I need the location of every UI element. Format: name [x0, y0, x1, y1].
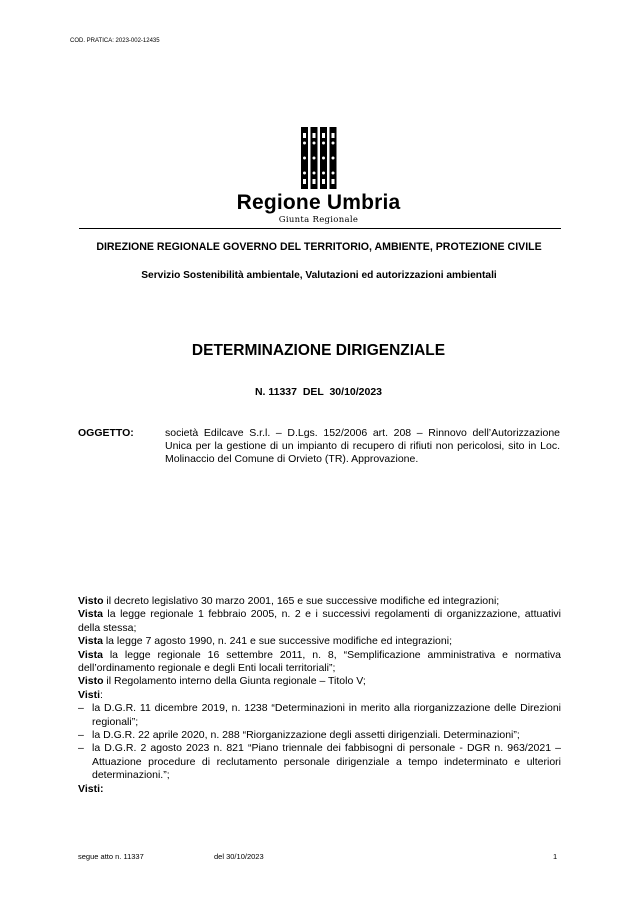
service-name: Servizio Sostenibilità ambientale, Valutazioni ed autorizzazioni ambientali [141, 270, 497, 281]
recital-keyword: Visto [78, 595, 104, 607]
recital-text: : [99, 688, 103, 701]
list-item-text: la D.G.R. 22 aprile 2020, n. 288 “Riorganizzazione degli assetti dirigenziali. Determinazioni”; [92, 729, 520, 742]
subject-text: società Edilcave S.r.l. – D.Lgs. 152/2006 art. 208 – Rinnovo dell’Autorizzazione Unica per la gestione di un impianto di recupero di rifiuti non pericolosi, sito in Loc. Molinaccio del Comune di Orvieto (TR). Approvazione. [165, 427, 560, 465]
document-number: N. 11337 DEL 30/10/2023 [254, 386, 383, 398]
recital-text: il Regolamento interno della Giunta regionale – Titolo V; [103, 675, 366, 688]
recital-keyword: Vista [78, 608, 103, 621]
brand-subtitle: Giunta Regionale [278, 215, 359, 225]
dash-bullet: – [78, 742, 84, 755]
header-divider [79, 228, 561, 229]
recital-7 [78, 783, 561, 796]
document-body [78, 595, 561, 796]
directorate-name: DIREZIONE REGIONALE GOVERNO DEL TERRITORIO, AMBIENTE, PROTEZIONE CIVILE [96, 241, 542, 253]
recital-2 [78, 608, 561, 635]
recital-keyword: Vista [78, 648, 103, 661]
list-item-text: la D.G.R. 11 dicembre 2019, n. 1238 “Determinazioni in merito alla riorganizzazione delle Direzioni regionali”; [92, 702, 561, 728]
recital-6 [78, 689, 561, 702]
recital-text: la legge 7 agosto 1990, n. 241 e sue successive modifiche ed integrazioni; [102, 635, 452, 648]
dash-bullet: – [78, 729, 84, 742]
recital-text: la legge regionale 16 settembre 2011, n. 8, “Semplificazione amministrativa e normativa dell’ordinamento regionale e degli Enti locali territoriali”; [78, 648, 561, 675]
recital-keyword: Visti [78, 688, 100, 701]
list-item [78, 742, 561, 782]
subject-label: OGGETTO: [78, 427, 134, 439]
list-item [78, 702, 561, 729]
recital-keyword: Vista [78, 635, 103, 648]
footer-act-number: segue atto n. 11337 [78, 852, 144, 861]
recital-text: la legge regionale 1 febbraio 2005, n. 2 e i successivi regolamenti di organizzazione, attuativi della stessa; [78, 608, 561, 634]
practice-code: COD. PRATICA: 2023-002-12435 [70, 38, 160, 44]
recital-text: il decreto legislativo 30 marzo 2001, 165 e sue successive modifiche ed integrazioni; [103, 595, 500, 607]
list-item [78, 729, 561, 742]
recital-1 [78, 595, 561, 608]
brand-title: Regione Umbria [236, 191, 401, 214]
recital-4 [78, 649, 561, 676]
page-number: 1 [553, 852, 558, 861]
regione-umbria-logo [300, 127, 337, 189]
recital-3 [78, 635, 561, 648]
dash-bullet: – [78, 702, 84, 715]
recital-keyword: Visti: [78, 782, 104, 795]
list-item-text: la D.G.R. 2 agosto 2023 n. 821 “Piano triennale dei fabbisogni di personale - DGR n. 963/2021 – Attuazione procedure di reclutamento personale dirigenziale a tempo indeterminato e ulteriori determinazioni.”; [92, 742, 561, 782]
recital-5 [78, 675, 561, 688]
recital-keyword: Visto [78, 675, 104, 688]
footer-date: del 30/10/2023 [214, 852, 264, 861]
document-title: DETERMINAZIONE DIRIGENZIALE [191, 342, 446, 359]
